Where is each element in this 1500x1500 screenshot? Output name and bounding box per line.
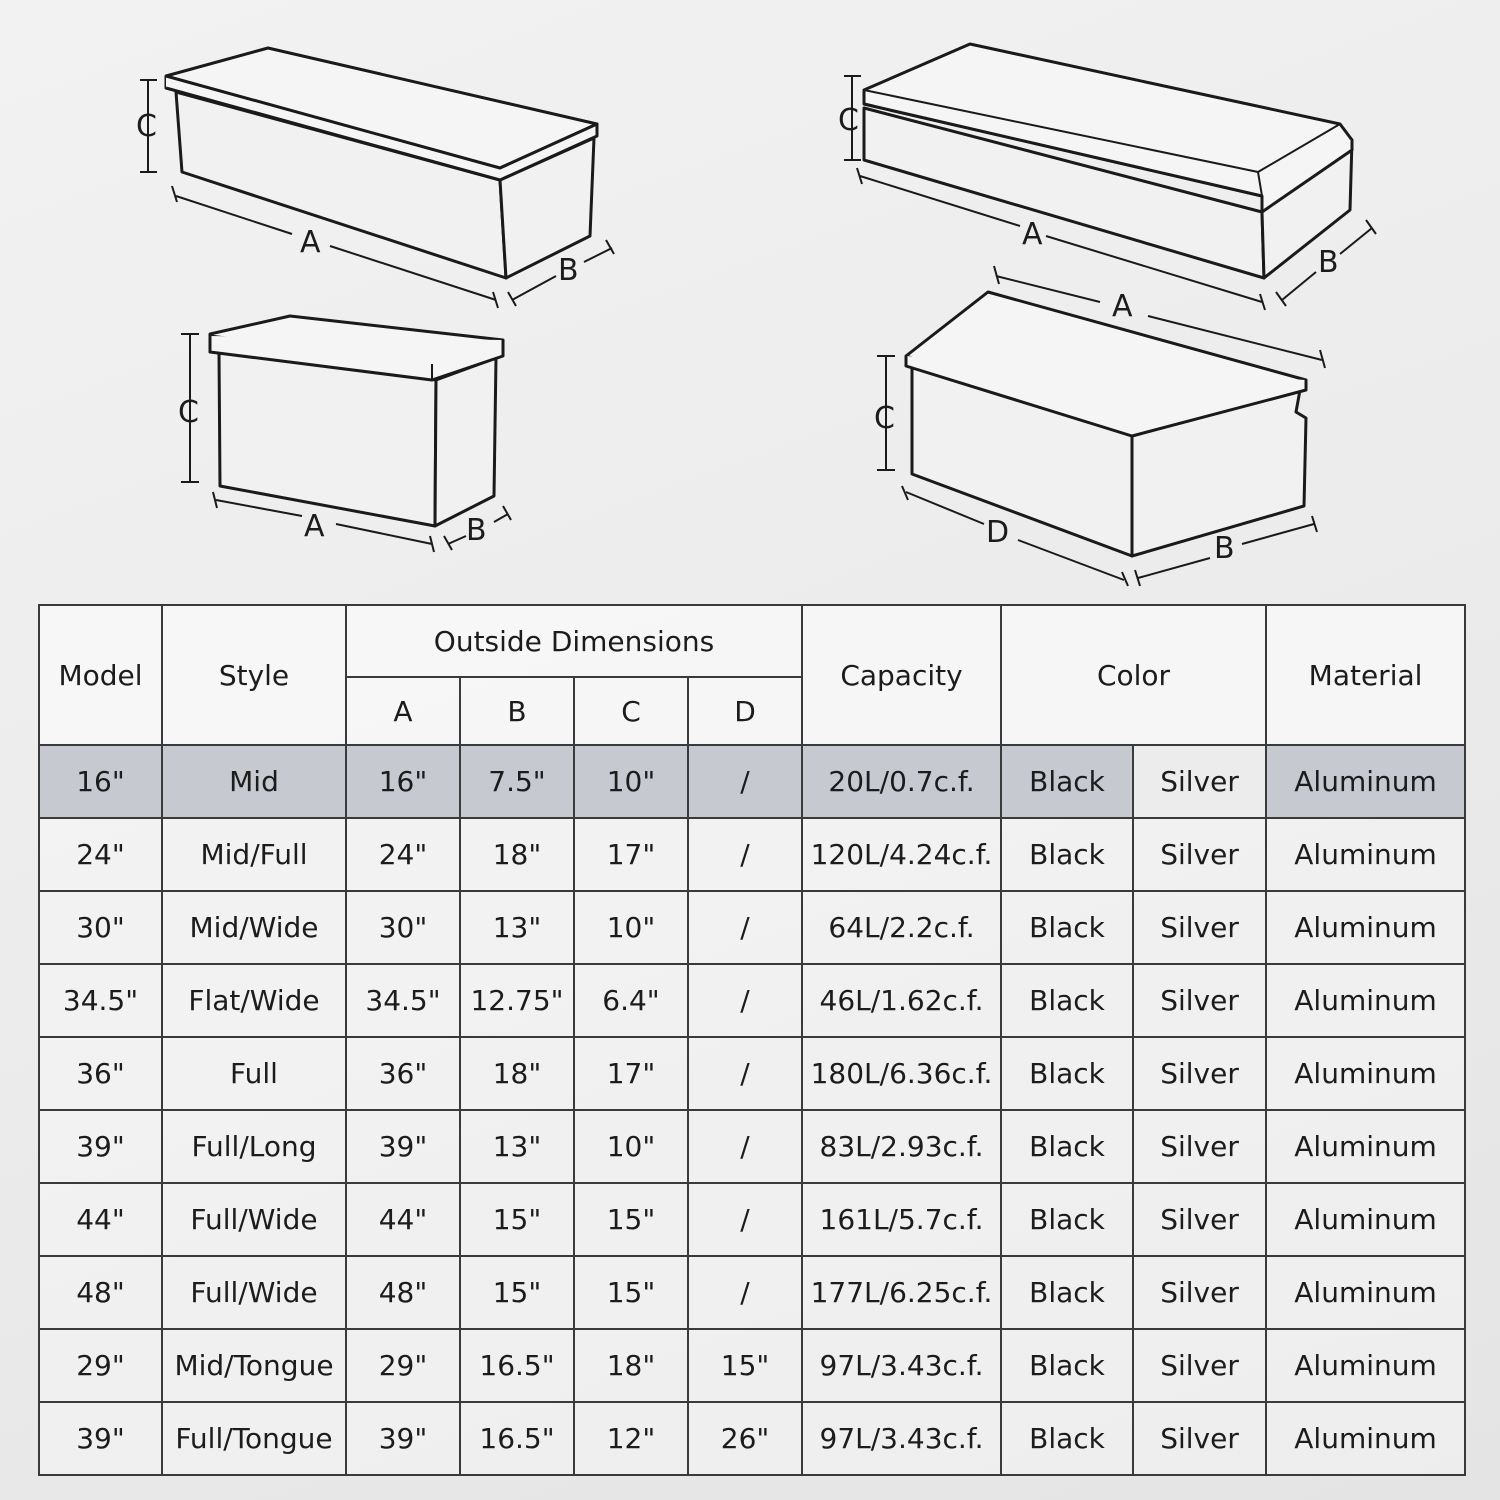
cell-style: Full/Wide — [162, 1256, 346, 1329]
cell-color-black: Black — [1001, 1329, 1133, 1402]
cell-dim-d: 15" — [688, 1329, 802, 1402]
header-dim-c: C — [574, 677, 688, 745]
header-color: Color — [1001, 605, 1266, 745]
cell-color-black: Black — [1001, 1402, 1133, 1475]
cell-color-silver: Silver — [1133, 891, 1266, 964]
cell-dim-a: 29" — [346, 1329, 460, 1402]
cell-capacity: 20L/0.7c.f. — [802, 745, 1001, 818]
cell-capacity: 120L/4.24c.f. — [802, 818, 1001, 891]
table-row — [39, 891, 1465, 964]
cell-capacity: 177L/6.25c.f. — [802, 1256, 1001, 1329]
cell-dim-d: / — [688, 745, 802, 818]
header-capacity: Capacity — [802, 605, 1001, 745]
cell-style: Mid — [162, 745, 346, 818]
cell-model: 34.5" — [39, 964, 162, 1037]
box4-label-c: C — [874, 401, 895, 436]
cell-dim-d: / — [688, 1183, 802, 1256]
cell-dim-c: 10" — [574, 1110, 688, 1183]
cell-color-black: Black — [1001, 1110, 1133, 1183]
cell-dim-a: 16" — [346, 745, 460, 818]
box2-label-c: C — [178, 395, 199, 430]
cell-model: 24" — [39, 818, 162, 891]
cell-color-silver: Silver — [1133, 1183, 1266, 1256]
cell-model: 36" — [39, 1037, 162, 1110]
box3-label-a: A — [1022, 217, 1043, 252]
cell-dim-d: / — [688, 818, 802, 891]
table-row — [39, 818, 1465, 891]
table-row — [39, 1256, 1465, 1329]
cell-model: 44" — [39, 1183, 162, 1256]
box4-label-a: A — [1112, 289, 1133, 324]
cell-dim-b: 7.5" — [460, 745, 574, 818]
table-row — [39, 1329, 1465, 1402]
cell-model: 29" — [39, 1329, 162, 1402]
cell-model: 48" — [39, 1256, 162, 1329]
cell-dim-d: 26" — [688, 1402, 802, 1475]
table-row — [39, 964, 1465, 1037]
cell-material: Aluminum — [1266, 891, 1465, 964]
cell-material: Aluminum — [1266, 1402, 1465, 1475]
box1-label-a: A — [300, 225, 321, 260]
box1-label-c: C — [136, 109, 157, 144]
cell-dim-a: 39" — [346, 1110, 460, 1183]
cell-material: Aluminum — [1266, 1329, 1465, 1402]
cell-dim-c: 15" — [574, 1256, 688, 1329]
cell-color-silver: Silver — [1133, 818, 1266, 891]
box-diagram-tongue — [874, 266, 1325, 586]
cell-capacity: 161L/5.7c.f. — [802, 1183, 1001, 1256]
cell-dim-b: 16.5" — [460, 1402, 574, 1475]
cell-color-black: Black — [1001, 1183, 1133, 1256]
cell-color-silver: Silver — [1133, 1110, 1266, 1183]
cell-model: 16" — [39, 745, 162, 818]
cell-capacity: 97L/3.43c.f. — [802, 1329, 1001, 1402]
table-body — [39, 745, 1465, 1475]
box1-label-b: B — [558, 253, 579, 288]
box-diagram-flat-wide — [838, 44, 1376, 310]
cell-color-silver: Silver — [1133, 1402, 1266, 1475]
table-row — [39, 1183, 1465, 1256]
cell-style: Full — [162, 1037, 346, 1110]
cell-dim-b: 15" — [460, 1256, 574, 1329]
header-style: Style — [162, 605, 346, 745]
cell-model: 30" — [39, 891, 162, 964]
cell-style: Full/Wide — [162, 1183, 346, 1256]
cell-dim-a: 30" — [346, 891, 460, 964]
cell-color-black: Black — [1001, 818, 1133, 891]
cell-dim-a: 24" — [346, 818, 460, 891]
cell-dim-b: 15" — [460, 1183, 574, 1256]
specifications-table — [38, 604, 1466, 1476]
cell-material: Aluminum — [1266, 1110, 1465, 1183]
header-material: Material — [1266, 605, 1465, 745]
cell-dim-a: 48" — [346, 1256, 460, 1329]
box2-front-face — [219, 352, 436, 526]
cell-color-silver: Silver — [1133, 964, 1266, 1037]
cell-style: Mid/Wide — [162, 891, 346, 964]
cell-color-black: Black — [1001, 891, 1133, 964]
cell-dim-b: 18" — [460, 1037, 574, 1110]
box-diagram-small — [178, 316, 511, 552]
cell-dim-c: 10" — [574, 745, 688, 818]
cell-capacity: 64L/2.2c.f. — [802, 891, 1001, 964]
header-dim-b: B — [460, 677, 574, 745]
cell-dim-c: 17" — [574, 1037, 688, 1110]
cell-style: Mid/Tongue — [162, 1329, 346, 1402]
cell-dim-a: 44" — [346, 1183, 460, 1256]
cell-capacity: 97L/3.43c.f. — [802, 1402, 1001, 1475]
header-dim-a: A — [346, 677, 460, 745]
cell-dim-d: / — [688, 1256, 802, 1329]
header-outside-dimensions: Outside Dimensions — [346, 605, 802, 677]
table-row — [39, 745, 1465, 818]
box2-side-face — [435, 358, 496, 526]
box2-label-b: B — [466, 513, 487, 548]
table-row — [39, 1037, 1465, 1110]
cell-material: Aluminum — [1266, 745, 1465, 818]
cell-dim-d: / — [688, 1110, 802, 1183]
cell-style: Flat/Wide — [162, 964, 346, 1037]
cell-dim-b: 13" — [460, 891, 574, 964]
box2-label-a: A — [304, 509, 325, 544]
cell-capacity: 180L/6.36c.f. — [802, 1037, 1001, 1110]
dimension-diagrams — [0, 0, 1500, 600]
header-model: Model — [39, 605, 162, 745]
cell-dim-c: 10" — [574, 891, 688, 964]
cell-style: Full/Long — [162, 1110, 346, 1183]
cell-dim-b: 18" — [460, 818, 574, 891]
cell-color-silver: Silver — [1133, 1037, 1266, 1110]
box4-label-d: D — [986, 515, 1010, 550]
cell-material: Aluminum — [1266, 1183, 1465, 1256]
cell-style: Full/Tongue — [162, 1402, 346, 1475]
cell-dim-c: 6.4" — [574, 964, 688, 1037]
cell-material: Aluminum — [1266, 818, 1465, 891]
cell-style: Mid/Full — [162, 818, 346, 891]
cell-dim-a: 36" — [346, 1037, 460, 1110]
cell-capacity: 46L/1.62c.f. — [802, 964, 1001, 1037]
cell-dim-c: 12" — [574, 1402, 688, 1475]
cell-model: 39" — [39, 1110, 162, 1183]
cell-dim-c: 15" — [574, 1183, 688, 1256]
box4-label-b: B — [1214, 531, 1235, 566]
cell-color-black: Black — [1001, 964, 1133, 1037]
cell-dim-c: 17" — [574, 818, 688, 891]
cell-dim-b: 12.75" — [460, 964, 574, 1037]
cell-material: Aluminum — [1266, 964, 1465, 1037]
cell-dim-a: 39" — [346, 1402, 460, 1475]
cell-model: 39" — [39, 1402, 162, 1475]
box3-label-c: C — [838, 103, 859, 138]
cell-color-black: Black — [1001, 1256, 1133, 1329]
box3-label-b: B — [1318, 245, 1339, 280]
table-row — [39, 1402, 1465, 1475]
table-row — [39, 1110, 1465, 1183]
cell-capacity: 83L/2.93c.f. — [802, 1110, 1001, 1183]
cell-dim-c: 18" — [574, 1329, 688, 1402]
cell-color-silver: Silver — [1133, 745, 1266, 818]
header-dim-d: D — [688, 677, 802, 745]
cell-material: Aluminum — [1266, 1037, 1465, 1110]
cell-material: Aluminum — [1266, 1256, 1465, 1329]
cell-color-black: Black — [1001, 1037, 1133, 1110]
cell-color-black: Black — [1001, 745, 1133, 818]
cell-color-silver: Silver — [1133, 1329, 1266, 1402]
cell-dim-b: 16.5" — [460, 1329, 574, 1402]
cell-dim-d: / — [688, 1037, 802, 1110]
cell-dim-a: 34.5" — [346, 964, 460, 1037]
cell-color-silver: Silver — [1133, 1256, 1266, 1329]
cell-dim-d: / — [688, 964, 802, 1037]
cell-dim-d: / — [688, 891, 802, 964]
box-diagram-long-mid — [136, 48, 614, 308]
cell-dim-b: 13" — [460, 1110, 574, 1183]
